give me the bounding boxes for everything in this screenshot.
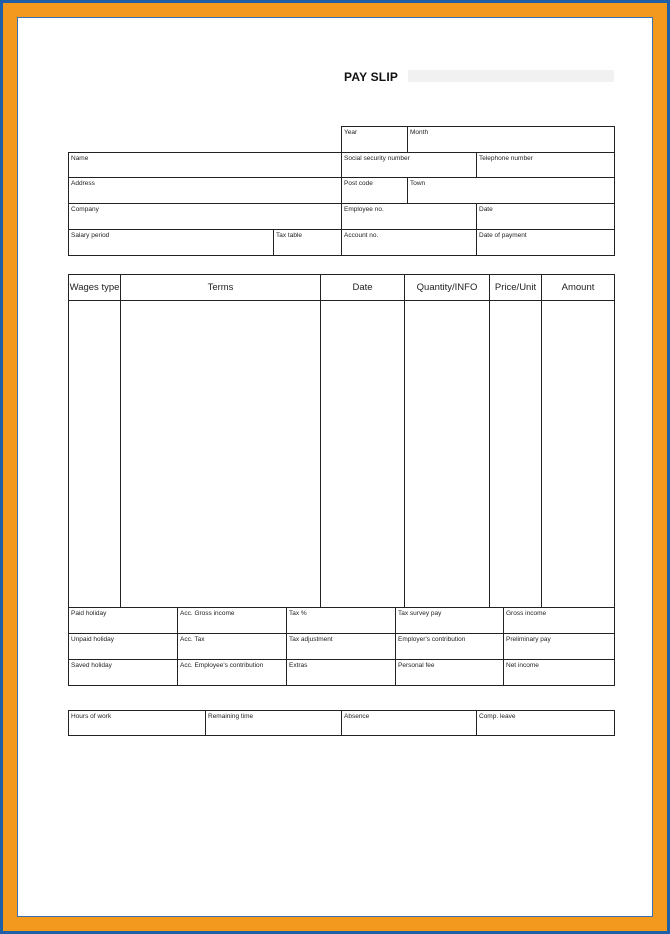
column-header-terms: Terms (120, 274, 321, 301)
tax-adjustment-field[interactable]: Tax adjustment (286, 633, 396, 660)
tax-table-field[interactable]: Tax table (273, 229, 342, 256)
month-field[interactable]: Month (407, 126, 615, 153)
price-unit-column[interactable] (489, 300, 542, 608)
personal-fee-field[interactable]: Personal fee (395, 659, 504, 686)
ssn-field[interactable]: Social security number (341, 152, 477, 178)
unpaid-holiday-field[interactable]: Unpaid holiday (68, 633, 178, 660)
tax-percent-field[interactable]: Tax % (286, 607, 396, 634)
address-field[interactable]: Address (68, 177, 342, 204)
remaining-time-field[interactable]: Remaining time (205, 710, 342, 736)
column-header-quantity-info: Quantity/INFO (404, 274, 490, 301)
date-field[interactable]: Date (476, 203, 615, 230)
date-of-payment-field[interactable]: Date of payment (476, 229, 615, 256)
wages-type-column[interactable] (68, 300, 121, 608)
post-code-field[interactable]: Post code (341, 177, 408, 204)
preliminary-pay-field[interactable]: Preliminary pay (503, 633, 615, 660)
column-header-amount: Amount (541, 274, 615, 301)
salary-period-field[interactable]: Salary period (68, 229, 274, 256)
hours-of-work-field[interactable]: Hours of work (68, 710, 206, 736)
saved-holiday-field[interactable]: Saved holiday (68, 659, 178, 686)
comp-leave-field[interactable]: Comp. leave (476, 710, 615, 736)
gross-income-field[interactable]: Gross income (503, 607, 615, 634)
date-column[interactable] (320, 300, 405, 608)
telephone-field[interactable]: Telephone number (476, 152, 615, 178)
account-no-field[interactable]: Account no. (341, 229, 477, 256)
employers-contribution-field[interactable]: Employer's contribution (395, 633, 504, 660)
extras-field[interactable]: Extras (286, 659, 396, 686)
town-field[interactable]: Town (407, 177, 615, 204)
net-income-field[interactable]: Net income (503, 659, 615, 686)
acc-gross-income-field[interactable]: Acc. Gross income (177, 607, 287, 634)
name-field[interactable]: Name (68, 152, 342, 178)
absence-field[interactable]: Absence (341, 710, 477, 736)
employee-no-field[interactable]: Employee no. (341, 203, 477, 230)
terms-column[interactable] (120, 300, 321, 608)
title-underline-bar (408, 70, 614, 82)
acc-tax-field[interactable]: Acc. Tax (177, 633, 287, 660)
tax-survey-pay-field[interactable]: Tax survey pay (395, 607, 504, 634)
amount-column[interactable] (541, 300, 615, 608)
company-field[interactable]: Company (68, 203, 342, 230)
column-header-wages-type: Wages type (68, 274, 121, 301)
page-title: PAY SLIP (344, 70, 399, 84)
acc-employees-contribution-field[interactable]: Acc. Employee's contribution (177, 659, 287, 686)
paid-holiday-field[interactable]: Paid holiday (68, 607, 178, 634)
year-field[interactable]: Year (341, 126, 408, 153)
column-header-price-unit: Price/Unit (489, 274, 542, 301)
quantity-info-column[interactable] (404, 300, 490, 608)
column-header-date: Date (320, 274, 405, 301)
